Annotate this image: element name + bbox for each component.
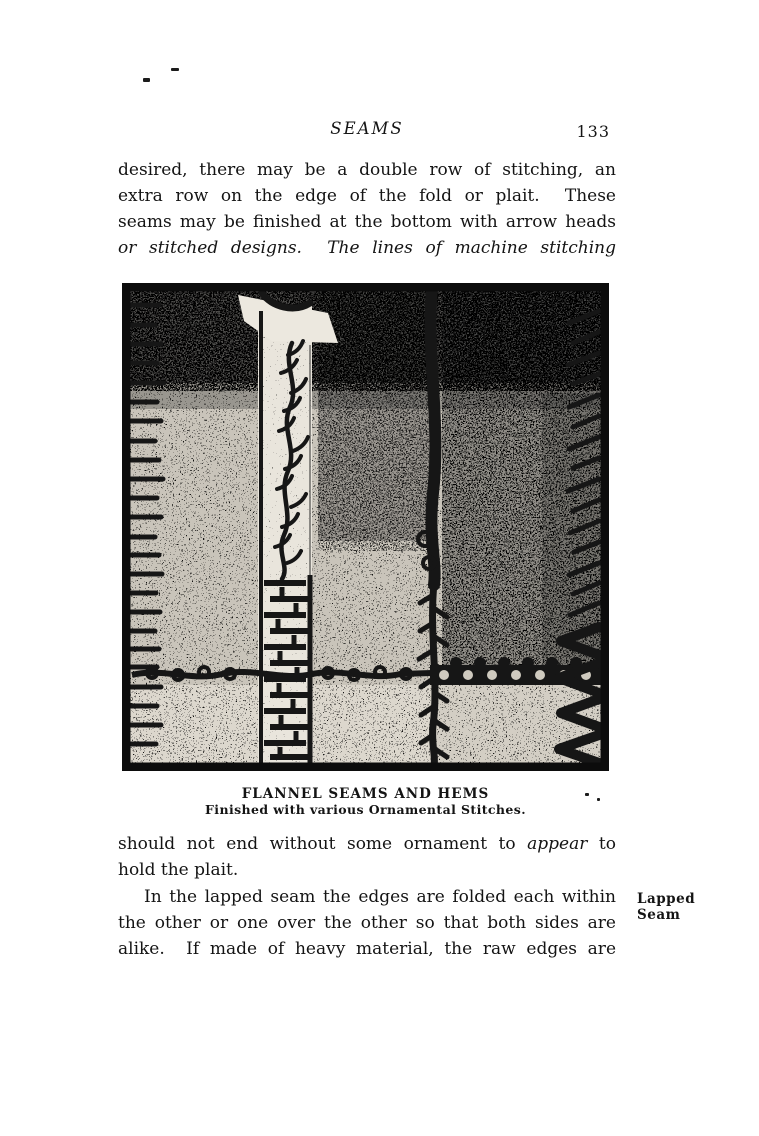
text-segment: should not end without some ornament to [118, 834, 528, 854]
text-line: desired, there may be a double row of stitching, an [118, 160, 616, 180]
text-line: extra row on the edge of the fold or plait. These [118, 186, 616, 206]
figure-caption [122, 786, 609, 817]
fabric-texture [126, 287, 605, 767]
ink-speck [171, 68, 179, 71]
text-line: alike. If made of heavy material, the raw edges are [118, 939, 616, 959]
flannel-seams-photo [122, 283, 609, 771]
paragraph-top [118, 157, 616, 261]
paragraph-middle [118, 831, 616, 883]
text-segment: to [587, 834, 616, 854]
margin-note-lapped-seam [637, 891, 695, 923]
caption-title: FLANNEL SEAMS AND HEMS [241, 786, 490, 802]
text-line: seams may be finished at the bottom with arrow heads [118, 212, 616, 232]
figure-photograph [122, 283, 609, 771]
margin-note-line: Seam [637, 907, 681, 923]
page-header [118, 119, 616, 143]
running-title: SEAMS [330, 119, 404, 138]
text-line: In the lapped seam the edges are folded each within [144, 887, 616, 907]
paragraph-bottom [118, 884, 616, 962]
text-line: hold the plait. [118, 860, 239, 880]
page-number: 133 [576, 122, 610, 141]
text-line: or stitched designs. The lines of machine stitching [118, 238, 616, 258]
text-line: the other or one over the other so that both sides are [118, 913, 616, 933]
caption-subtitle: Finished with various Ornamental Stitches. [205, 802, 526, 817]
text-line [118, 831, 616, 857]
margin-note-line: Lapped [637, 891, 696, 907]
italic-word: appear [527, 834, 588, 854]
ink-speck [143, 78, 150, 82]
